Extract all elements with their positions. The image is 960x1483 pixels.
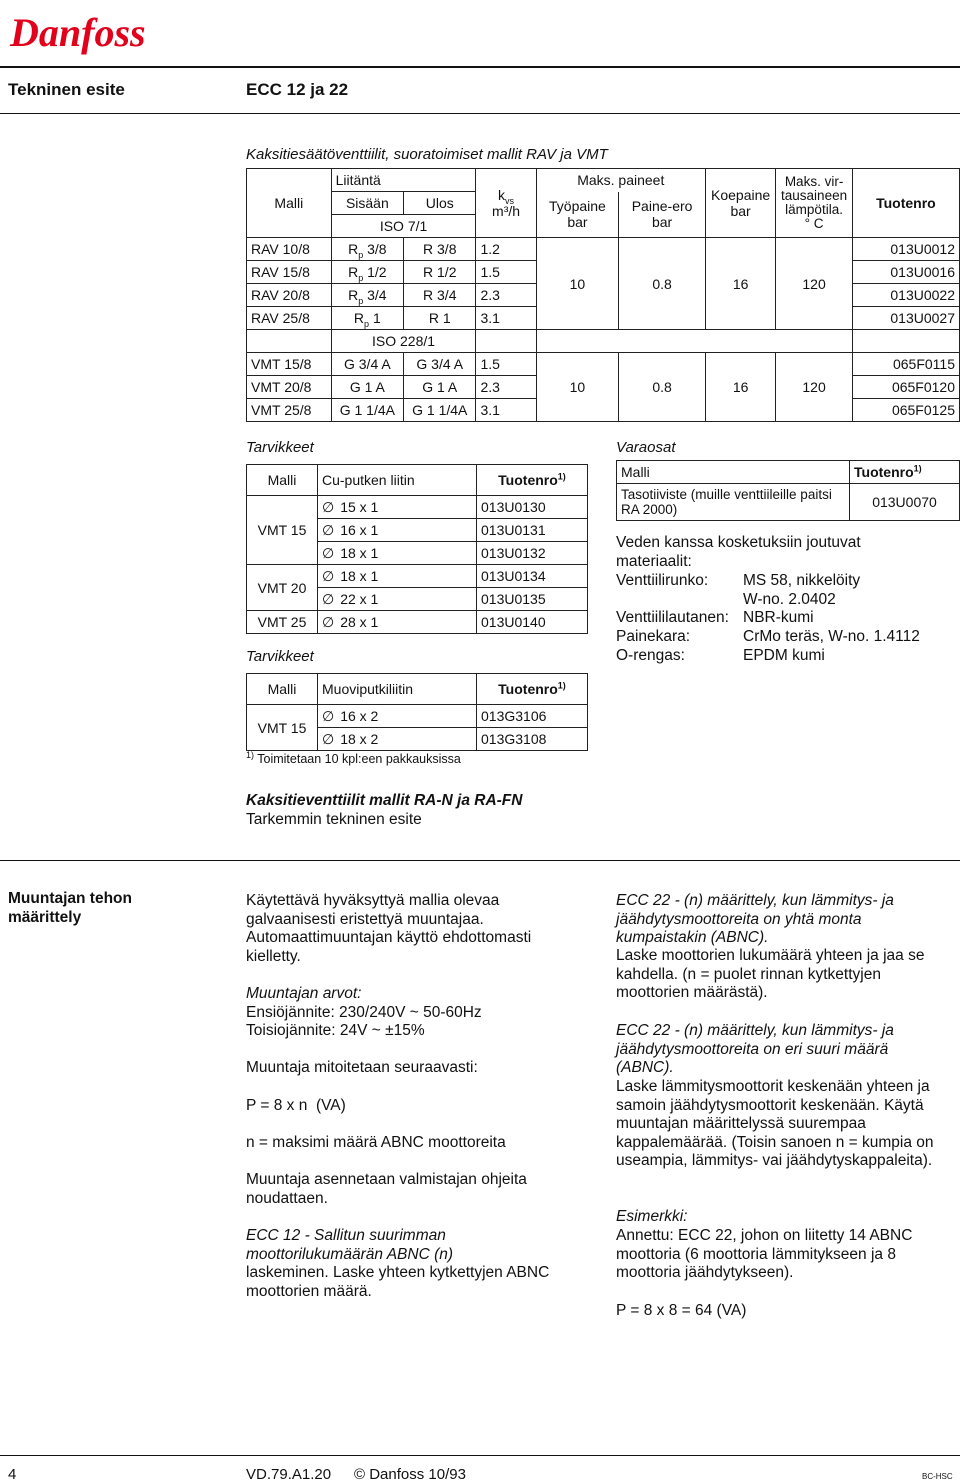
material-label: Venttiilirunko: xyxy=(616,572,709,589)
material-value: CrMo teräs, W-no. 1.4112 xyxy=(743,628,920,645)
ecc22a-text: Laske moottorien lukumäärä yhteen ja jaa se kahdella. (n = puolet rinnan kytkettyjen moottorien määrästä). xyxy=(616,947,925,1001)
mitoitus: Muuntaja mitoitetaan seuraavasti: xyxy=(246,1059,478,1076)
diameter-icon: ∅ xyxy=(322,591,335,607)
col-tuotenro: Tuotenro xyxy=(852,169,959,238)
table-row: VMT 15 ∅ 16 x 2 013G3106 xyxy=(247,705,588,728)
logo-text: Danfoss xyxy=(10,10,146,55)
col-kvs: $k_{vs}$ m³/h xyxy=(476,169,536,238)
table-row xyxy=(247,330,960,353)
footer-mark: BC-HSC xyxy=(922,1472,953,1481)
ra-subtitle: Tarkemmin tekninen esite xyxy=(246,811,422,828)
diameter-icon: ∅ xyxy=(322,545,335,561)
material-value: MS 58, nikkelöity xyxy=(743,572,861,589)
footnote: $^{1)}$ Toimitetaan 10 kpl:een pakkauksissa xyxy=(246,749,461,766)
header-rule-thin xyxy=(0,113,960,114)
asennus: Muuntaja asennetaan valmistajan ohjeita noudattaen. xyxy=(246,1171,527,1207)
page-number: 4 xyxy=(8,1466,17,1483)
diameter-icon: ∅ xyxy=(322,614,335,630)
material-value: W-no. 2.0402 xyxy=(743,591,836,608)
tarvikkeet-title-2: Tarvikkeet xyxy=(246,648,314,665)
table-row: VMT 15/8 G 3/4 A G 3/4 A 1.5 10 0.8 16 120 065F0115 xyxy=(247,353,960,376)
material-label: Painekara: xyxy=(616,628,691,645)
diameter-icon: ∅ xyxy=(322,499,335,515)
table-row: RAV 20/8 $R_p$ 3/4 R 3/4 2.3 013U0022 xyxy=(247,284,960,307)
iso228-label: ISO 228/1 xyxy=(331,330,476,353)
col-malli: Malli xyxy=(247,169,332,238)
table-row: VMT 20/8 G 1 A G 1 A 2.3 065F0120 xyxy=(247,376,960,399)
muuntaja-side-title: Muuntajan tehon määrittely xyxy=(8,890,132,926)
col-tyopaine: Työpaine bar xyxy=(536,192,619,238)
varaosat-title: Varaosat xyxy=(616,439,676,456)
ecc22a-title: ECC 22 - (n) määrittely, kun lämmitys- ja jäähdytysmoottoreita on yhtä monta kumpaistakin (ABNC). xyxy=(616,892,894,946)
main-table-title: Kaksitiesäätöventtiilit, suoratoimiset mallit RAV ja VMT xyxy=(246,146,608,163)
diameter-icon: ∅ xyxy=(322,568,335,584)
esimerkki-result: P = 8 x 8 = 64 (VA) xyxy=(616,1302,747,1319)
table-row: VMT 15 ∅ 15 x 1 013U0130 xyxy=(247,496,588,519)
ecc12-title: ECC 12 - Sallitun suurimman moottorilukumäärän ABNC (n) xyxy=(246,1227,454,1263)
col-paine-ero: Paine-ero bar xyxy=(619,192,706,238)
tarvikkeet-title-1: Tarvikkeet xyxy=(246,439,314,456)
esimerkki-title: Esimerkki: xyxy=(616,1208,688,1225)
material-value: EPDM kumi xyxy=(743,647,825,664)
material-label: O-rengas: xyxy=(616,647,685,664)
table-row: Tasotiiviste (muille venttiileille paitsi RA 2000) 013U0070 xyxy=(617,484,960,521)
diameter-icon: ∅ xyxy=(322,522,335,538)
ecc22b-text: Laske lämmitysmoottorit keskenään yhteen ja samoin jäähdytysmoottorit keskenään. Käytä muuntajan määrittelyssä suurempaa kappalemäärää. (Toisin sanoen n = kumpia on useampia, lämmitys- vai jäähdytyskappaleita). xyxy=(616,1078,934,1169)
doc-type-title: Tekninen esite xyxy=(8,80,125,99)
section-rule xyxy=(0,860,960,861)
col-maks-paineet: Maks. paineet xyxy=(536,169,705,192)
material-label: Venttiililautanen: xyxy=(616,609,729,626)
table-row: ∅ 16 x 1 013U0131 xyxy=(247,519,588,542)
table-row: RAV 15/8 $R_p$ 1/2 R 1/2 1.5 013U0016 xyxy=(247,261,960,284)
diameter-icon: ∅ xyxy=(322,731,335,747)
product-title: ECC 12 ja 22 xyxy=(246,80,349,99)
footer-rule xyxy=(0,1455,960,1456)
material-value: NBR-kumi xyxy=(743,609,814,626)
col-sisaan: Sisään xyxy=(331,192,403,215)
copyright: © Danfoss 10/93 xyxy=(354,1466,466,1483)
tarvikkeet-table-2: Malli Muoviputkiliitin Tuotenro$^{1)}$ VMT 15 ∅ 16 x 2 013G3106 ∅ 18 x 2 013G3108 xyxy=(246,673,588,751)
col-koepaine: Koepaine bar xyxy=(705,169,775,238)
n-definition: n = maksimi määrä ABNC moottoreita xyxy=(246,1134,506,1151)
header-rule xyxy=(0,66,960,68)
col-ulos: Ulos xyxy=(404,192,476,215)
col-liitanta: Liitäntä xyxy=(331,169,476,192)
danfoss-logo xyxy=(8,8,148,60)
materials-intro: Veden kanssa kosketuksiin joutuvat materiaalit: xyxy=(616,534,861,570)
table-row: ∅ 18 x 1 013U0132 xyxy=(247,542,588,565)
ra-title: Kaksitieventtiilit mallit RA-N ja RA-FN xyxy=(246,792,523,809)
arvot-title: Muuntajan arvot: xyxy=(246,985,362,1002)
table-row: VMT 20 ∅ 18 x 1 013U0134 xyxy=(247,565,588,588)
table-row: ∅ 22 x 1 013U0135 xyxy=(247,588,588,611)
ensio: Ensiöjännite: 230/240V ~ 50-60Hz xyxy=(246,1004,482,1021)
ecc22b-title: ECC 22 - (n) määrittely, kun lämmitys- ja jäähdytysmoottoreita on eri suuri määrä (ABNC). xyxy=(616,1022,894,1076)
ecc12-text: laskeminen. Laske yhteen kytkettyjen ABNC moottorien määrä. xyxy=(246,1264,550,1300)
col-maks-lampotila: Maks. vir- tausaineen lämpötila. ° C xyxy=(776,169,853,238)
valve-table xyxy=(246,168,960,422)
table-row: RAV 10/8 $R_p$ 3/8 R 3/8 1.2 10 0.8 16 120 013U0012 xyxy=(247,238,960,261)
muuntaja-p1: Käytettävä hyväksyttyä mallia olevaa galvaanisesti eristettyä muuntajaa. Automaattimuuntajan käyttö ehdottomasti kielletty. xyxy=(246,892,532,965)
esimerkki-text: Annettu: ECC 22, johon on liitetty 14 ABNC moottoria (6 moottoria lämmitykseen ja 8 moottoria jäähdytykseen). xyxy=(616,1227,913,1281)
diameter-icon: ∅ xyxy=(322,708,335,724)
formula: P = 8 x n (VA) xyxy=(246,1097,346,1114)
toisio: Toisiojännite: 24V ~ ±15% xyxy=(246,1022,425,1039)
table-row: VMT 25 ∅ 28 x 1 013U0140 xyxy=(247,611,588,634)
table-row: RAV 25/8 $R_p$ 1 R 1 3.1 013U0027 xyxy=(247,307,960,330)
varaosat-table: Malli Tuotenro$^{1)}$ Tasotiiviste (muille venttiileille paitsi RA 2000) 013U0070 xyxy=(616,460,960,521)
table-row: ∅ 18 x 2 013G3108 xyxy=(247,728,588,751)
doc-code: VD.79.A1.20 xyxy=(246,1466,332,1483)
table-row: VMT 25/8 G 1 1/4A G 1 1/4A 3.1 065F0125 xyxy=(247,399,960,422)
tarvikkeet-table-1: Malli Cu-putken liitin Tuotenro$^{1)}$ VMT 15 ∅ 15 x 1 013U0130 ∅ 16 x 1 013U0131 ∅ 18 x 1 013U0132 VMT 20 ∅ 18 x 1 013U0134 ∅ 22 x 1 013U0135 VMT 25 ∅ 28 x 1 013U0140 xyxy=(246,464,588,634)
iso7-label: ISO 7/1 xyxy=(331,215,476,238)
